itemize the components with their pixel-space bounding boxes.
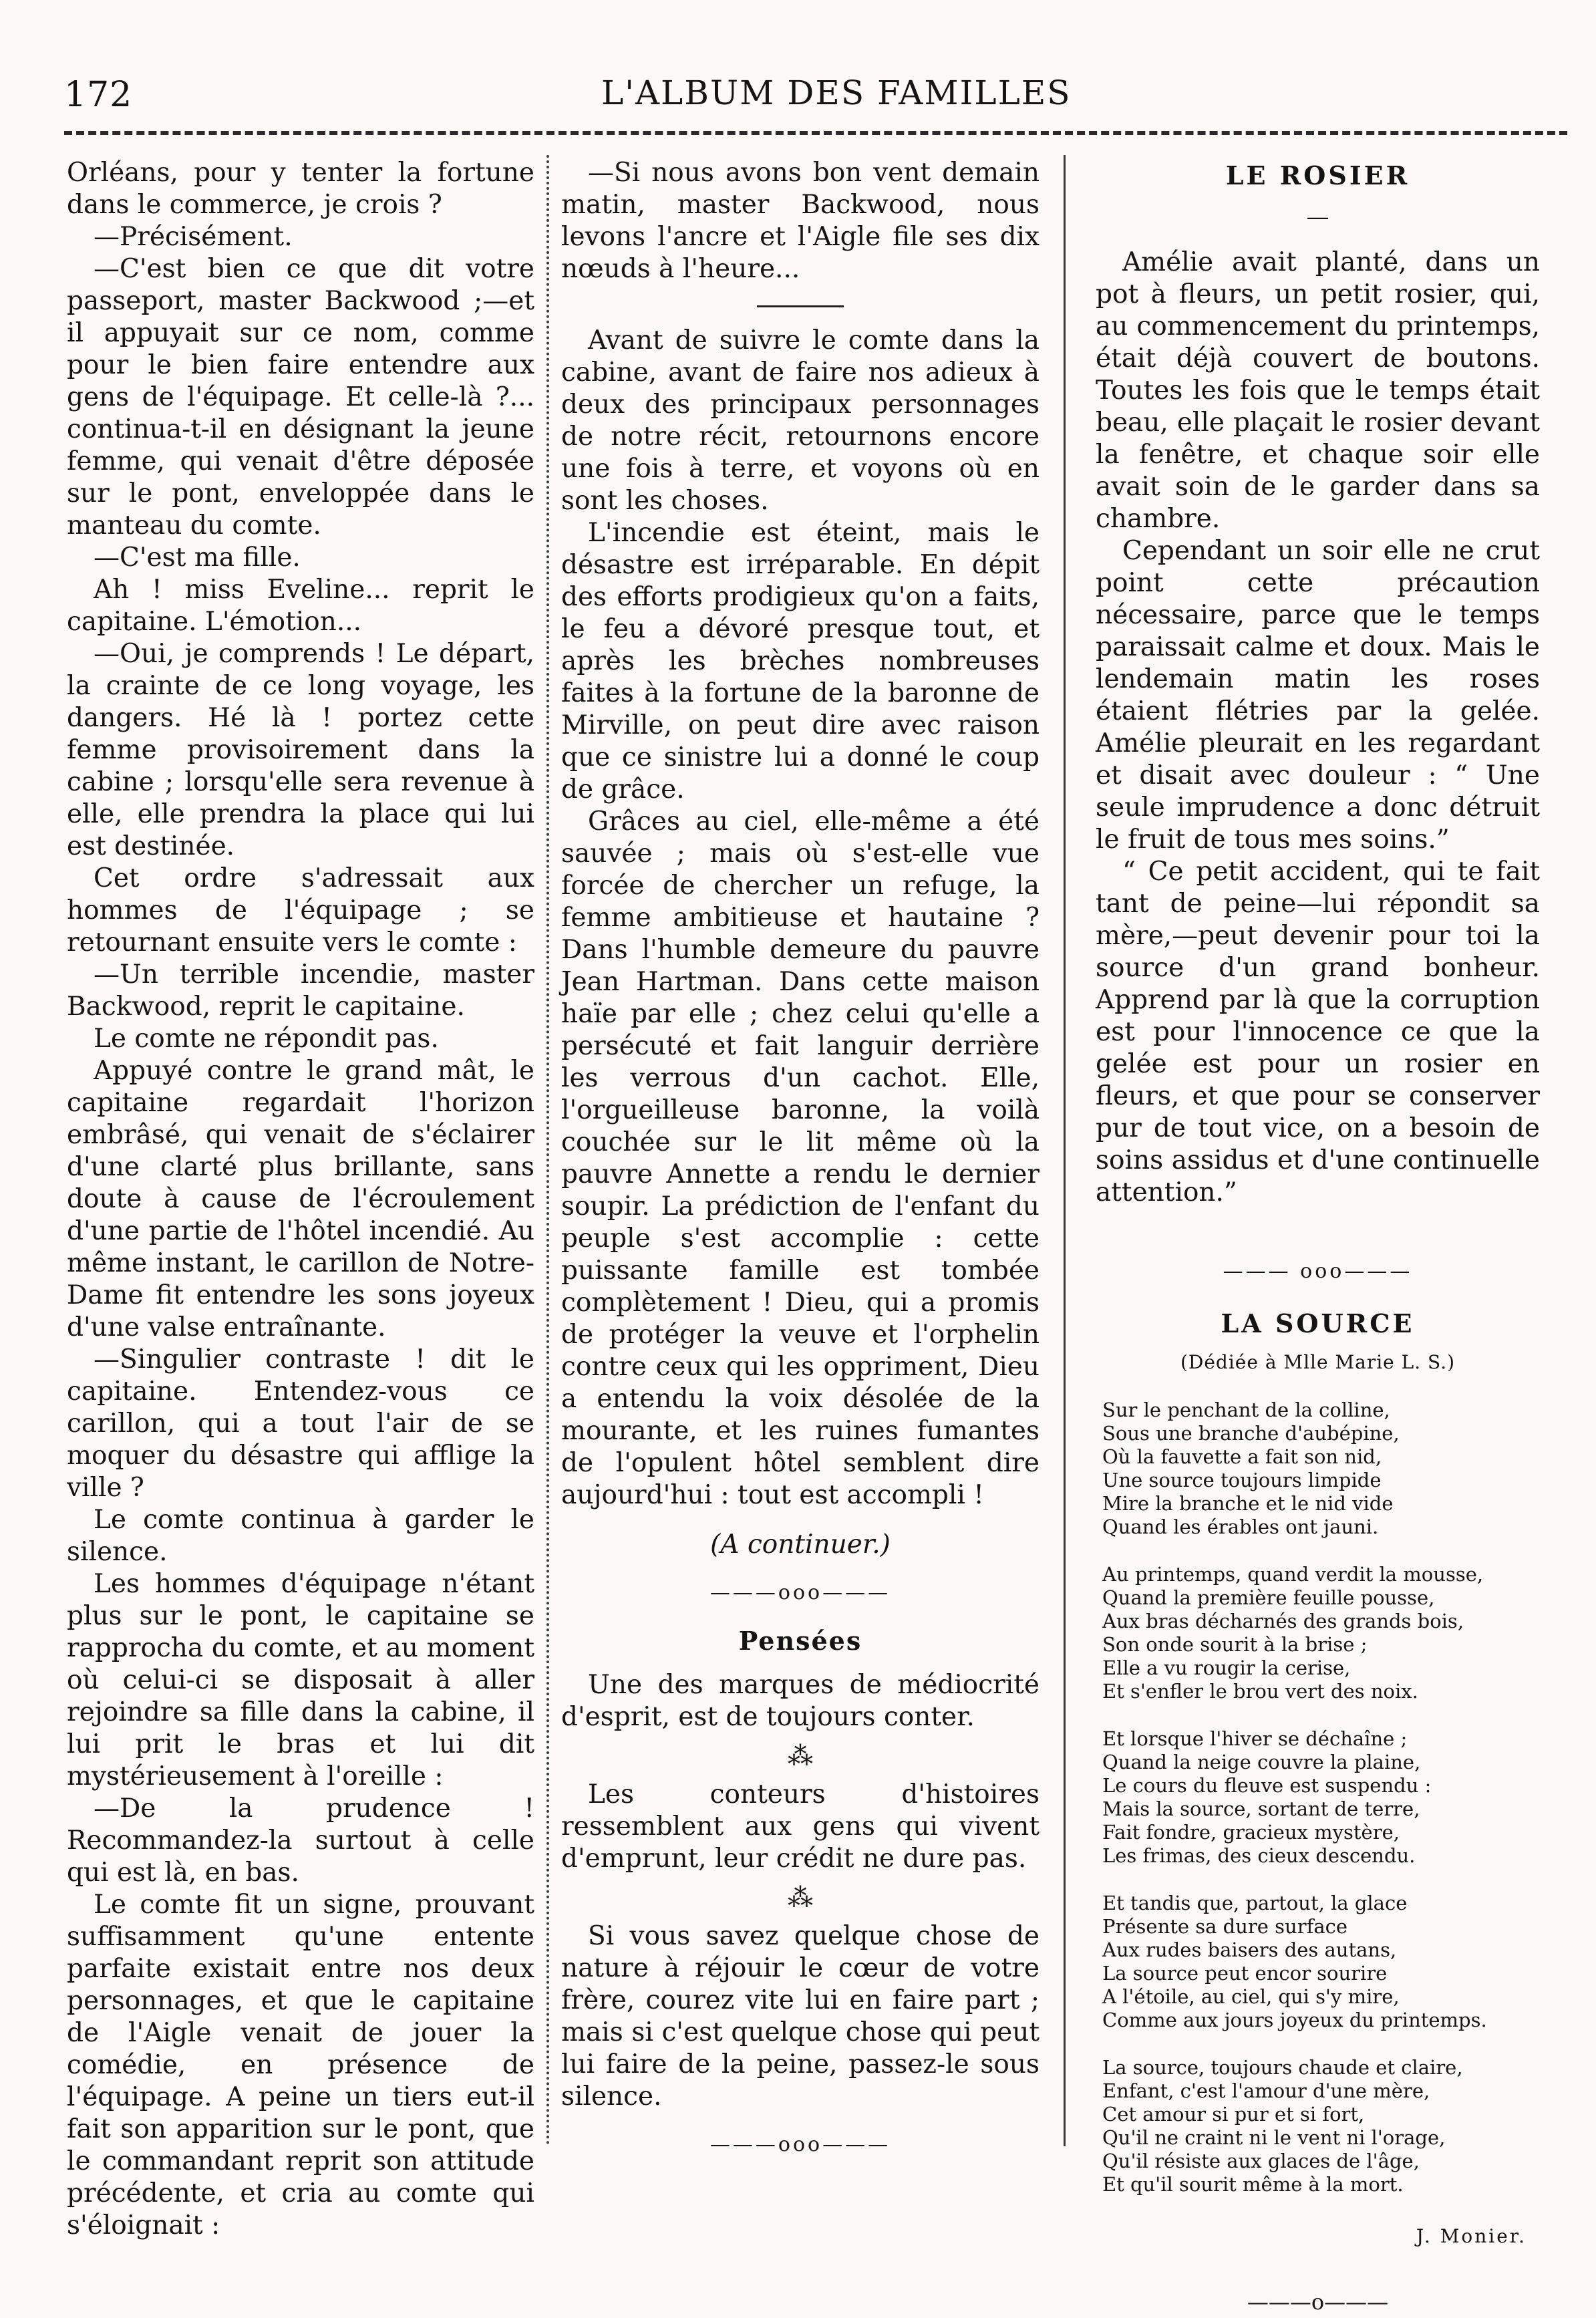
poem-stanza — [1096, 1727, 1540, 1868]
paragraph: —Si nous avons bon vent demain matin, master Backwood, nous levons l'ancre et l'Aigle file ses dix nœuds à l'heure... — [561, 158, 1040, 284]
paragraph: Le comte ne répondit pas. — [94, 1024, 439, 1054]
poem-verse: Enfant, c'est l'amour d'une mère, — [1102, 2079, 1430, 2102]
poem-verse: Elle a vu rougir la cerise, — [1102, 1656, 1351, 1679]
column-divider — [1064, 155, 1066, 2146]
poem-stanza — [1096, 1399, 1540, 1539]
poem-verse: Cet amour si pur et si fort, — [1102, 2103, 1365, 2126]
paragraph: “ Ce petit accident, qui te fait tant de peine—lui répondit sa mère,—peut devenir pour toi la source d'un grand bonheur. Apprend par là que la corruption est pour l'innocence ce que la gelée est pour un rosier en fleurs, et que pour se conserver pur de tout vice, on a besoin de soins assidus et d'une continuelle attention.” — [1096, 857, 1540, 1207]
poem-verse: Les frimas, des cieux descendu. — [1102, 1844, 1416, 1867]
paragraph: —C'est bien ce que dit votre passeport, master Backwood ;—et il appuyait sur ce nom, comme pour le bien faire entendre aux gens de l'équipage. Et celle-là ?... continua-t-il en désignant la jeune femme, qui venait d'être déposée sur le pont, enveloppée dans le manteau du comte. — [67, 254, 534, 541]
paragraph: Orléans, pour y tenter la fortune dans le commerce, je crois ? — [67, 158, 534, 220]
poem-verse: La source, toujours chaude et claire, — [1102, 2056, 1463, 2079]
poem — [1096, 1399, 1540, 2196]
column-2 — [561, 157, 1040, 2155]
poem-stanza — [1096, 1892, 1540, 2032]
poem-verse: Fait fondre, gracieux mystère, — [1102, 1821, 1400, 1844]
paragraph: Cependant un soir elle ne crut point cette précaution nécessaire, parce que le temps paraissait calme et doux. Mais le lendemain matin les roses étaient flétries par la gelée. Amélie pleurait en les regardant et disait avec douleur : “ Une seule imprudence a donc détruit le fruit de tous mes soins.” — [1096, 536, 1540, 855]
section-title-source: LA SOURCE — [1221, 1308, 1415, 1338]
poem-stanza — [1096, 2056, 1540, 2196]
running-title: L'ALBUM DES FAMILLES — [601, 74, 1072, 112]
paragraph: Le comte fit un signe, prouvant suffisamment qu'une entente parfaite existait entre nos deux personnages, et que le capitaine de l'Aigle venait de jouer la comédie, en présence de l'équipage. A peine un tiers eut-il fait son apparition sur le pont, que le commandant reprit son attitude précédente, et cria au comte qui s'éloignait : — [67, 1890, 534, 2240]
poem-verse: Mais la source, sortant de terre, — [1102, 1797, 1420, 1820]
poem-verse: La source peut encor sourire — [1102, 1962, 1388, 1985]
separator-rule — [757, 305, 844, 307]
asterism: ⁂ — [788, 1883, 813, 1912]
ornament-divider: ———ooo——— — [709, 2133, 891, 2156]
poem-verse: Son onde sourit à la brise ; — [1102, 1633, 1368, 1656]
paragraph: Appuyé contre le grand mât, le capitaine regardait l'horizon embrâsé, qui venait de s'éclairer d'une clarté plus brillante, sans doute à cause de l'écroulement d'une partie de l'hôtel incendié. Au même instant, le carillon de Notre-Dame fit entendre les sons joyeux d'une valse entraînante. — [67, 1056, 534, 1342]
paragraph: Ah ! miss Eveline... reprit le capitaine. L'émotion... — [67, 575, 534, 637]
title-dash: — — [1306, 204, 1329, 231]
poem-verse: Une source toujours limpide — [1102, 1469, 1382, 1491]
paragraph: Amélie avait planté, dans un pot à fleurs, un petit rosier, qui, au commencement du printemps, était déjà couvert de boutons. Toutes les fois que le temps était beau, elle plaçait le rosier devant la fenêtre, et chaque soir elle avait soin de le garder dans sa chambre. — [1096, 247, 1540, 534]
page-number: 172 — [64, 75, 133, 115]
poem-verse: Quand la neige couvre la plaine, — [1102, 1751, 1421, 1773]
poem-verse: Le cours du fleuve est suspendu : — [1102, 1774, 1432, 1797]
poem-verse: Aux rudes baisers des autans, — [1102, 1938, 1397, 1961]
poem-stanza — [1096, 1563, 1540, 1703]
poem-verse: Et lorsque l'hiver se déchaîne ; — [1102, 1727, 1408, 1750]
continuation-note: (A continuer.) — [710, 1530, 891, 1560]
poem-signature: J. Monier. — [1416, 2225, 1527, 2247]
poem-verse: Où la fauvette a fait son nid, — [1102, 1445, 1382, 1468]
paragraph: L'incendie est éteint, mais le désastre est irréparable. En dépit des efforts prodigieux qu'on a faits, le feu a dévoré presque tout, et après les brèches nombreuses faites à la fortune de la baronne de Mirville, on peut dire avec raison que ce sinistre lui a donné le coup de grâce. — [561, 518, 1040, 805]
poem-verse: Quand la première feuille pousse, — [1102, 1586, 1435, 1609]
poem-verse: Comme aux jours joyeux du printemps. — [1102, 2009, 1487, 2031]
poem-verse: Sur le penchant de la colline, — [1102, 1399, 1390, 1421]
section-title-rosier: LE ROSIER — [1225, 160, 1410, 190]
pensee: Une des marques de médiocrité d'esprit, est de toujours conter. — [561, 1670, 1040, 1732]
header-rule — [64, 131, 1567, 135]
paragraph: —C'est ma fille. — [94, 543, 301, 573]
asterism: ⁂ — [788, 1741, 813, 1771]
paragraph: Cet ordre s'adressait aux hommes de l'équipage ; se retournant ensuite vers le comte : — [67, 863, 534, 958]
paragraph: Le comte continua à garder le silence. — [67, 1505, 534, 1567]
poem-verse: A l'étoile, au ciel, qui s'y mire, — [1102, 1985, 1400, 2008]
ornament-divider: ———o——— — [1247, 2289, 1389, 2315]
poem-dedication: (Dédiée à Mlle Marie L. S.) — [1180, 1351, 1456, 1373]
paragraph: —Singulier contraste ! dit le capitaine. Entendez-vous ce carillon, qui a tout l'air de se moquer du désastre qui afflige la ville ? — [67, 1344, 534, 1503]
ornament-divider: ———ooo——— — [709, 1581, 891, 1604]
pensee: Si vous savez quelque chose de nature à réjouir le cœur de votre frère, courez vite lui en faire part ; mais si c'est quelque chose qui peut lui faire de la peine, passez-le sous silence. — [561, 1921, 1040, 2112]
paragraph: —De la prudence ! Recommandez-la surtout à celle qui est là, en bas. — [67, 1793, 534, 1888]
poem-verse: Au printemps, quand verdit la mousse, — [1102, 1563, 1484, 1586]
paragraph: Avant de suivre le comte dans la cabine, avant de faire nos adieux à deux des principaux personnages de notre récit, retournons encore une fois à terre, et voyons où en sont les choses. — [561, 325, 1040, 516]
poem-verse: Et tandis que, partout, la glace — [1102, 1892, 1408, 1914]
poem-verse: Sous une branche d'aubépine, — [1102, 1422, 1400, 1445]
column-1 — [67, 157, 534, 2240]
pensee: Les conteurs d'histoires ressemblent aux gens qui vivent d'emprunt, leur crédit ne dure pas. — [561, 1779, 1040, 1874]
poem-verse: Qu'il résiste aux glaces de l'âge, — [1102, 2150, 1420, 2172]
paragraph: —Oui, je comprends ! Le départ, la crainte de ce long voyage, les dangers. Hé là ! portez cette femme provisoirement dans la cabine ; lorsqu'elle sera revenue à elle, elle prendra la place qui lui est destinée. — [67, 639, 534, 861]
poem-verse: Aux bras décharnés des grands bois, — [1102, 1610, 1464, 1632]
column-divider — [546, 155, 549, 2146]
paragraph: Grâces au ciel, elle-même a été sauvée ; mais où s'est-elle vue forcée de chercher un refuge, la femme ambitieuse et hautaine ? Dans l'humble demeure du pauvre Jean Hartman. Dans cette maison haïe par elle ; chez celui qu'elle a persécuté et fait languir derrière les verrous d'un cachot. Elle, l'orgueilleuse baronne, la voilà couchée sur le lit même où la pauvre Annette a rendu le dernier soupir. La prédiction de l'enfant du peuple s'est accomplie : cette puissante famille est tombée complètement ! Dieu, qui a promis de protéger la veuve et l'orphelin contre ceux qui les oppriment, Dieu a entendu la voix désolée de la mourante, et les ruines fumantes de l'opulent hôtel semblent dire aujourd'hui : tout est accompli ! — [561, 807, 1040, 1510]
poem-verse: Et s'enfler le brou vert des noix. — [1102, 1680, 1418, 1703]
poem-verse: Et qu'il sourit même à la mort. — [1102, 2173, 1404, 2196]
paragraph: —Précisément. — [94, 222, 293, 252]
poem-verse: Mire la branche et le nid vide — [1102, 1492, 1394, 1515]
poem-verse: Présente sa dure surface — [1102, 1915, 1348, 1938]
ornament-divider: ——— ooo——— — [1223, 1260, 1413, 1283]
column-3 — [1096, 157, 1540, 2315]
section-title-pensees: Pensées — [738, 1626, 862, 1656]
paragraph: —Un terrible incendie, master Backwood, reprit le capitaine. — [67, 960, 534, 1022]
poem-verse: Quand les érables ont jauni. — [1102, 1515, 1379, 1538]
paragraph: Les hommes d'équipage n'étant plus sur le pont, le capitaine se rapprocha du comte, et au moment où celui-ci se disposait à aller rejoindre sa fille dans la cabine, il lui prit le bras et lui dit mystérieusement à l'oreille : — [67, 1569, 534, 1791]
poem-verse: Qu'il ne craint ni le vent ni l'orage, — [1102, 2126, 1446, 2149]
